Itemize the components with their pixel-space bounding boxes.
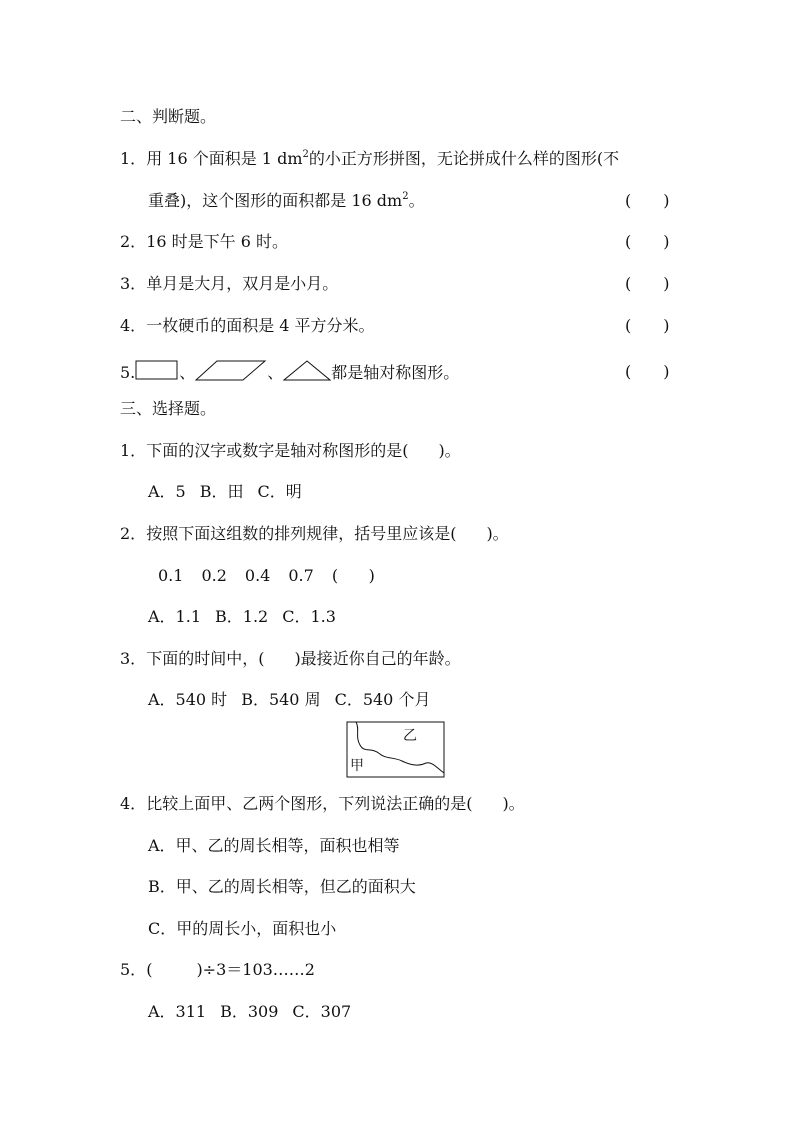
paren-close: ) — [663, 191, 670, 210]
choice-q5-text-a: ( — [146, 960, 153, 979]
choice-q4-text-a: 比较上面甲、乙两个图形，下列说法正确的是( — [146, 794, 473, 813]
paren-close: ) — [663, 232, 670, 251]
section-2-title: 二、判断题。 — [120, 107, 217, 126]
paren-open: ( — [625, 232, 632, 251]
sequence-item: 0.2 — [201, 566, 227, 585]
judge-q3-number: 3． — [120, 274, 147, 293]
judge-q1-text-line2b: 。 — [408, 191, 425, 210]
judge-q1-text-line2a: 重叠)，这个图形的面积都是 16 dm — [148, 191, 403, 210]
judge-q2-text: 16 时是下午 6 时。 — [146, 232, 288, 251]
judge-q1-text-part2: 的小正方形拼图，无论拼成什么样的图形(不 — [308, 149, 620, 168]
choice-q4-option-a[interactable]: A．甲、乙的周长相等，面积也相等 — [148, 836, 400, 855]
section-3-title: 三、选择题。 — [120, 399, 217, 418]
choice-q4-number: 4． — [120, 794, 147, 813]
choice-q3-text-b: )最接近你自己的年龄。 — [294, 649, 461, 668]
judge-q1-number: 1． — [120, 149, 147, 168]
option-b[interactable]: B．田 — [199, 482, 244, 501]
paren-open: ( — [625, 274, 632, 293]
choice-q2-number: 2． — [120, 524, 147, 543]
paren-close: ) — [663, 316, 670, 335]
choice-q4 — [120, 793, 525, 815]
option-c[interactable]: C．540 个月 — [334, 690, 431, 709]
judge-q2-answer-blank[interactable] — [625, 231, 670, 253]
judge-q1-sup1: 2 — [302, 149, 309, 160]
choice-q3 — [120, 648, 461, 670]
judge-q5-sep2: 、 — [267, 363, 284, 382]
option-b[interactable]: B．309 — [220, 1002, 279, 1021]
option-a[interactable]: A．5 — [148, 482, 186, 501]
option-c[interactable]: C．明 — [257, 482, 302, 501]
choice-q1 — [120, 440, 461, 462]
sequence-item: 0.7 — [288, 566, 314, 585]
judge-q1-line1 — [120, 148, 619, 170]
paren-open: ( — [625, 191, 632, 210]
option-b[interactable]: B．540 周 — [241, 690, 321, 709]
sequence-item: 0.1 — [158, 566, 184, 585]
judge-q1-text-part1: 用 16 个面积是 1 dm — [146, 149, 303, 168]
label-jia: 甲 — [350, 758, 364, 774]
judge-q5-number: 5. — [120, 363, 136, 382]
judge-q1-line2 — [148, 190, 425, 212]
paren-close: ) — [663, 274, 670, 293]
choice-q2-text-a: 按照下面这组数的排列规律，括号里应该是( — [146, 524, 457, 543]
option-c[interactable]: C．307 — [292, 1002, 352, 1021]
judge-q3-answer-blank[interactable] — [625, 273, 670, 295]
choice-q2-options — [148, 606, 350, 628]
choice-q3-options — [148, 689, 444, 711]
paren-open: ( — [625, 362, 632, 381]
sequence-blank[interactable]: ( ) — [331, 566, 375, 585]
label-yi: 乙 — [403, 728, 417, 744]
choice-q4-option-b[interactable]: B．甲、乙的周长相等，但乙的面积大 — [148, 877, 416, 896]
judge-q4-number: 4． — [120, 316, 147, 335]
choice-q5-text-b: )÷3＝103……2 — [196, 960, 315, 979]
judge-q2 — [120, 231, 288, 253]
triangle-shape-icon — [283, 360, 331, 382]
choice-q2 — [120, 523, 509, 545]
judge-q1-answer-blank[interactable] — [625, 190, 670, 212]
sequence-item: 0.4 — [244, 566, 271, 585]
judge-q3-text: 单月是大月，双月是小月。 — [146, 274, 339, 293]
judge-q5-answer-blank[interactable] — [625, 361, 670, 383]
option-a[interactable]: A．1.1 — [148, 607, 202, 626]
judge-q1-sup2: 2 — [402, 191, 409, 202]
option-a[interactable]: A．311 — [148, 1002, 207, 1021]
judge-q4-text: 一枚硬币的面积是 4 平方分米。 — [146, 316, 375, 335]
choice-q3-text-a: 下面的时间中，( — [146, 649, 265, 668]
choice-q1-text-a: 下面的汉字或数字是轴对称图形的是( — [146, 441, 409, 460]
choice-q2-text-b: )。 — [486, 524, 509, 543]
option-a[interactable]: A．540 时 — [148, 690, 228, 709]
choice-q5-options — [148, 1001, 365, 1023]
rectangle-shape-icon — [135, 360, 179, 382]
judge-q3 — [120, 273, 338, 295]
judge-q4 — [120, 315, 375, 337]
choice-q4-text-b: )。 — [502, 794, 525, 813]
parallelogram-shape-icon — [195, 360, 267, 382]
paren-close: ) — [663, 362, 670, 381]
paren-open: ( — [625, 316, 632, 335]
choice-q5 — [120, 959, 315, 981]
choice-q1-text-b: )。 — [438, 441, 461, 460]
judge-q4-answer-blank[interactable] — [625, 315, 670, 337]
judge-q5 — [120, 360, 459, 384]
choice-q4-option-c[interactable]: C．甲的周长小，面积也小 — [148, 919, 337, 938]
choice-q2-sequence — [158, 565, 393, 587]
choice-q1-options — [148, 481, 316, 503]
judge-q5-sep1: 、 — [179, 363, 196, 382]
choice-q1-number: 1． — [120, 441, 147, 460]
choice-q5-number: 5． — [120, 960, 147, 979]
judge-q5-text: 都是轴对称图形。 — [331, 363, 460, 382]
jia-yi-figure — [346, 721, 446, 779]
choice-q3-number: 3． — [120, 649, 147, 668]
option-b[interactable]: B．1.2 — [215, 607, 269, 626]
judge-q2-number: 2． — [120, 232, 147, 251]
option-c[interactable]: C．1.3 — [282, 607, 336, 626]
